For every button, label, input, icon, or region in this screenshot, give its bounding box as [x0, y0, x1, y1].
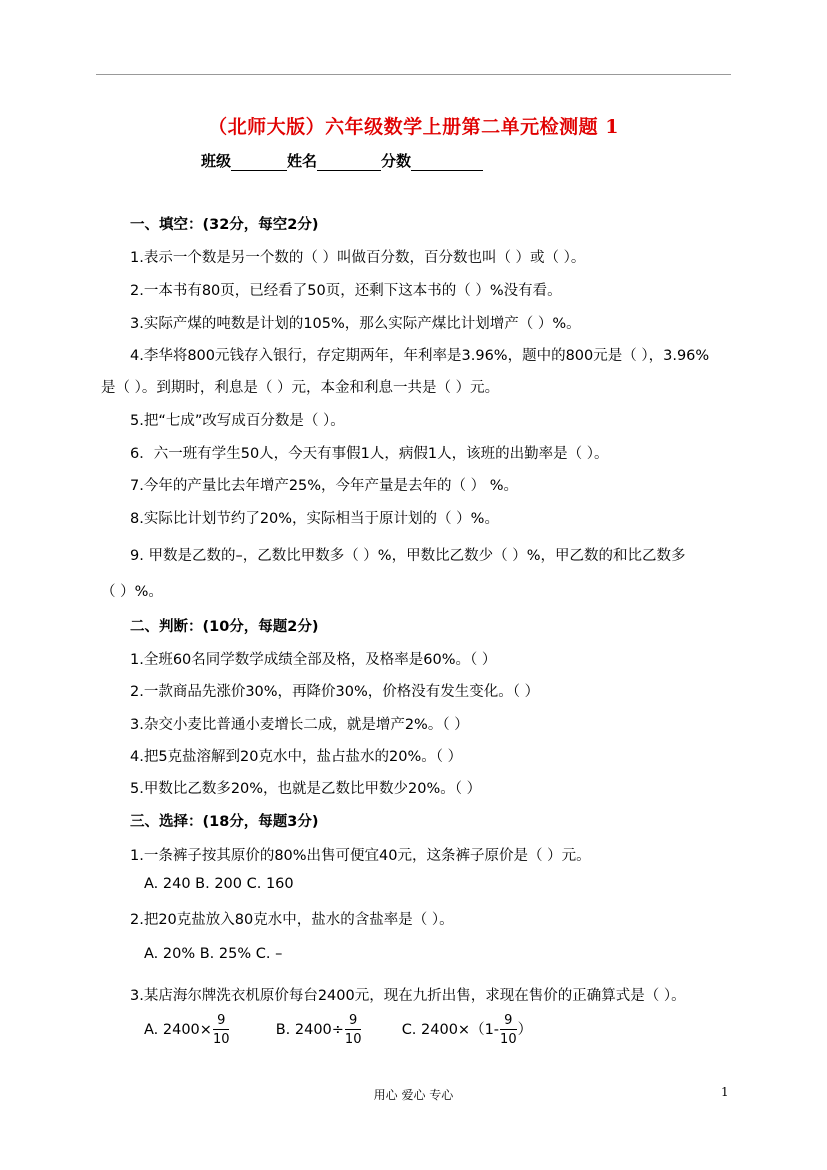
header-rule	[96, 74, 731, 75]
fraction-denominator: 10	[500, 1032, 517, 1047]
choice-options-3	[144, 1014, 532, 1046]
fill-item-3: 3.实际产煤的吨数是计划的105%，那么实际产煤比计划增产（ ）%。	[130, 316, 581, 332]
fraction-9-10-b	[345, 1014, 362, 1046]
judge-item-3: 3.杂交小麦比普通小麦增长二成，就是增产2%。（ ）	[130, 717, 469, 733]
class-blank	[231, 154, 287, 171]
choice-question-1: 1.一条裤子按其原价的80%出售可便宜40元，这条裤子原价是（ ）元。	[130, 848, 591, 864]
judge-item-2: 2.一款商品先涨价30%，再降价30%，价格没有发生变化。（ ）	[130, 684, 540, 700]
section1-heading: 一、填空：(32分，每空2分)	[130, 217, 319, 233]
fill-item-1: 1.表示一个数是另一个数的（ ）叫做百分数，百分数也叫（ ）或（ ）。	[130, 250, 586, 266]
fraction-9-10-a	[213, 1014, 230, 1046]
option-c-text: C. 2400×（1-	[401, 1022, 500, 1038]
option-c	[401, 1013, 533, 1047]
name-label: 姓名	[287, 152, 318, 170]
fill-item-2: 2.一本书有80页，已经看了50页，还剩下这本书的（ ）%没有看。	[130, 283, 562, 299]
fill-item-7: 7.今年的产量比去年增产25%，今年产量是去年的（ ） %。	[130, 478, 519, 494]
choice-options-2: A. 20% B. 25% C. –	[144, 946, 283, 962]
fraction-numerator: 9	[213, 1014, 230, 1030]
fraction-9-10-c	[500, 1014, 517, 1046]
fill-item-5: 5.把“七成”改写成百分数是（ ）。	[130, 413, 345, 429]
fraction-denominator: 10	[344, 1032, 362, 1047]
judge-item-5: 5.甲数比乙数多20%，也就是乙数比甲数少20%。（ ）	[130, 781, 482, 797]
page-footer: 用心 爱心 专心	[373, 1088, 454, 1102]
choice-question-3: 3.某店海尔牌洗衣机原价每台2400元，现在九折出售，求现在售价的正确算式是（ ）。	[130, 988, 686, 1004]
section2-heading: 二、判断：(10分，每题2分)	[130, 619, 319, 635]
option-b	[275, 1013, 367, 1047]
section3-heading: 三、选择：(18分，每题3分)	[130, 814, 319, 830]
choice-options-1: A. 240 B. 200 C. 160	[144, 876, 294, 892]
fill-item-4-cont: 是（ ）。到期时，利息是（ ）元，本金和利息一共是（ ）元。	[101, 380, 500, 396]
judge-item-1: 1.全班60名同学数学成绩全部及格，及格率是60%。（ ）	[130, 652, 497, 668]
fill-item-8: 8.实际比计划节约了20%，实际相当于原计划的（ ）%。	[130, 511, 499, 527]
name-blank	[317, 154, 381, 171]
choice-question-2: 2.把20克盐放入80克水中，盐水的含盐率是（ ）。	[130, 912, 454, 928]
option-b-text: B. 2400÷	[275, 1022, 344, 1038]
student-info-line	[201, 150, 483, 171]
fraction-numerator: 9	[500, 1014, 517, 1030]
fill-item-9: 9. 甲数是乙数的–，乙数比甲数多（ ）%，甲数比乙数少（ ）%，甲乙数的和比乙数多	[130, 548, 686, 564]
option-a-text: A. 2400×	[144, 1022, 212, 1038]
fill-item-4: 4.李华将800元钱存入银行，存定期两年，年利率是3.96%，题中的800元是（ ），3.96%	[130, 348, 710, 364]
fraction-denominator: 10	[212, 1032, 230, 1047]
fraction-numerator: 9	[345, 1014, 362, 1030]
score-blank	[411, 154, 483, 171]
option-c-suffix: ）	[517, 1022, 533, 1038]
option-a	[144, 1013, 235, 1047]
fill-item-6: 6．六一班有学生50人，今天有事假1人，病假1人，该班的出勤率是（ ）。	[130, 446, 609, 462]
judge-item-4: 4.把5克盐溶解到20克水中，盐占盐水的20%。（ ）	[130, 749, 463, 765]
fill-item-9-cont: （ ）%。	[101, 584, 163, 600]
page-title: （北师大版）六年级数学上册第二单元检测题 1	[208, 116, 619, 138]
score-label: 分数	[381, 152, 412, 170]
page-number: 1	[721, 1085, 729, 1099]
class-label: 班级	[201, 152, 232, 170]
